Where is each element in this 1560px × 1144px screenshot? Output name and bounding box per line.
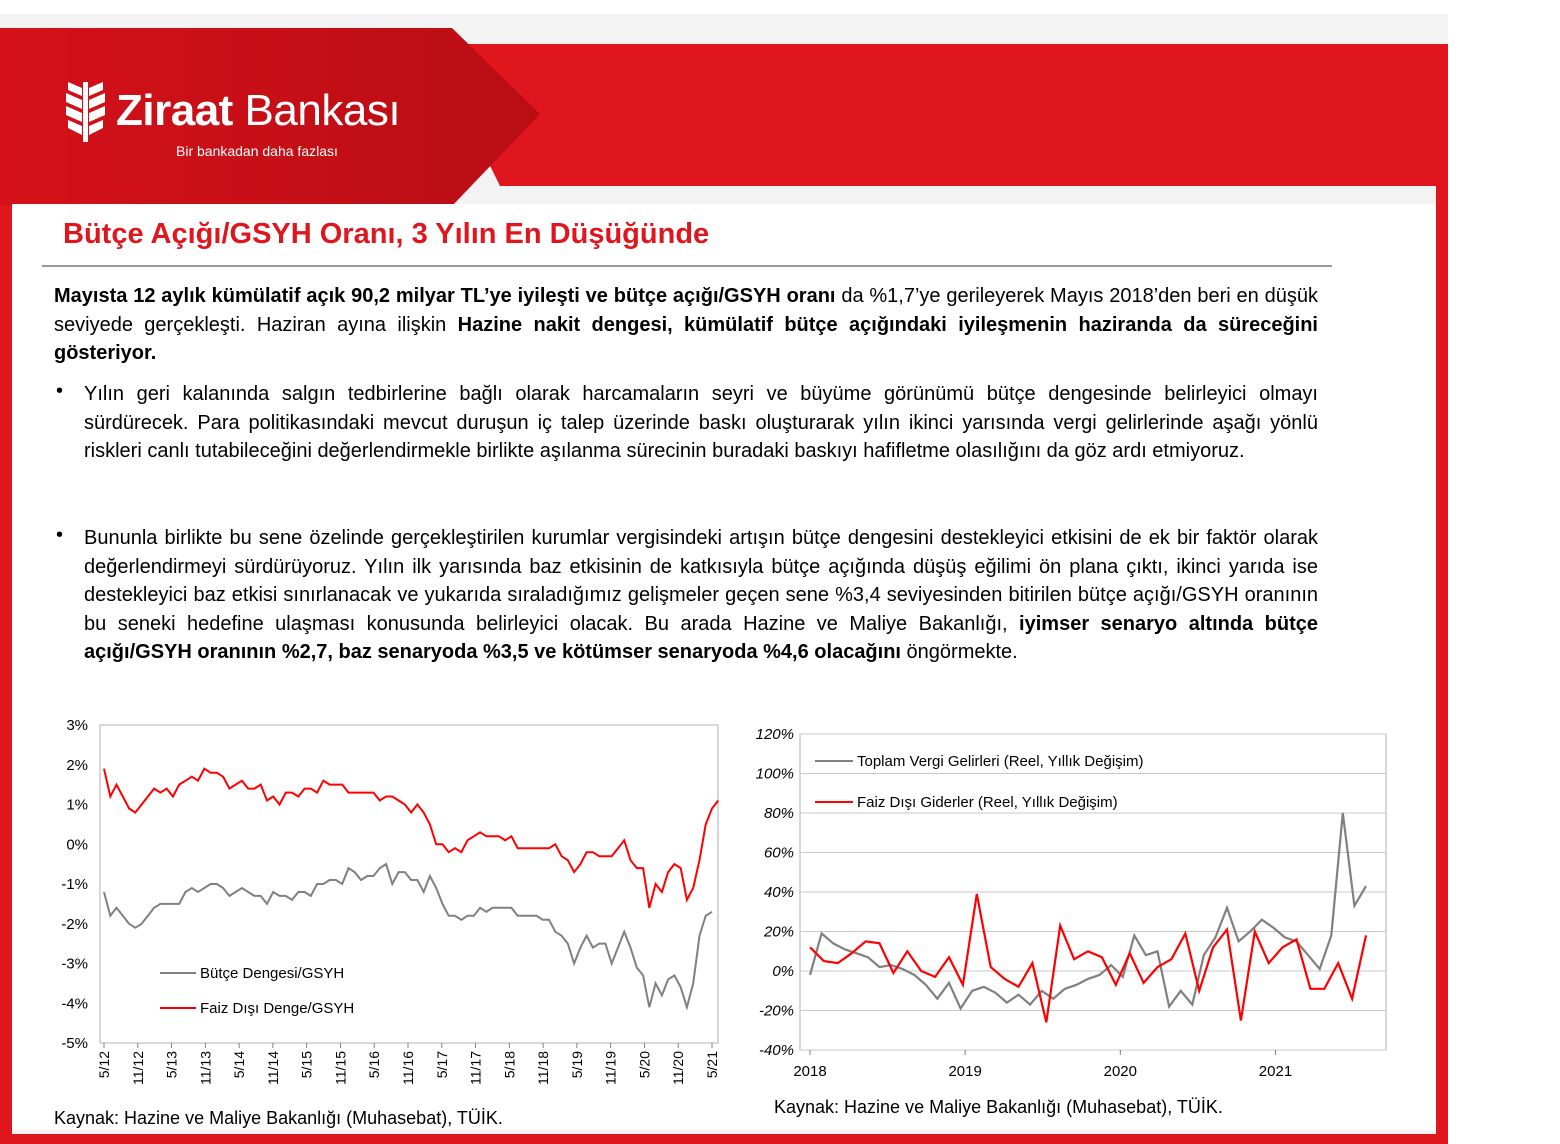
y-tick-label: 80% [763,805,794,822]
x-tick-label: 5/19 [568,1051,585,1079]
red-border-right [1436,186,1448,1144]
y-tick-label: -40% [758,1042,794,1059]
y-tick-label: 0% [66,836,88,854]
legend-label: Toplam Vergi Gelirleri (Reel, Yıllık Değişim) [857,753,1144,770]
y-tick-label: 60% [763,844,794,862]
x-tick-label: 5/12 [96,1051,112,1079]
brand-logo: Ziraat Bankası [116,86,401,135]
y-tick-label: 120% [755,726,794,743]
x-tick-label: 11/17 [467,1051,484,1085]
y-tick-label: 40% [763,884,794,901]
x-tick-label: 11/18 [535,1051,552,1085]
x-tick-label: 5/20 [636,1051,653,1079]
legend-label: Bütçe Dengesi/GSYH [200,965,345,982]
red-border-bottom [0,1134,1448,1144]
bullet-paragraph-1: Yılın geri kalanında salgın tedbirlerine bağlı olarak harcamaların seyri ve büyüme görünümü bütçe dengesinde belirleyici olmayı sürdürecek. Para politikasındaki mevcut duruşun iç talep üzerinde baskı oluşturarak yılın ikinci yarısında vergi gelirlerinde aşağı yönlü riskleri canlı tutabileceğini değerlendirmekle birlikte aşılanma sürecinin buradaki baskıyı hafifletme olasılığını da göz ardı etmiyoruz. [84,383,1318,462]
wheat-logo-icon [62,78,110,144]
x-tick-label: 5/21 [704,1051,720,1079]
x-tick-label: 11/15 [332,1051,349,1085]
x-tick-label: 11/19 [602,1051,619,1085]
y-tick-label: -4% [61,995,88,1013]
x-tick-label: 5/17 [433,1051,450,1079]
x-tick-label: 11/16 [400,1051,416,1085]
x-tick-label: 5/13 [163,1051,180,1079]
x-tick-label: 5/18 [501,1051,518,1079]
x-tick-label: 5/16 [366,1051,383,1079]
y-tick-label: -20% [758,1002,794,1020]
x-tick-label: 2018 [793,1063,827,1080]
y-tick-label: 2% [66,756,88,774]
brand-tagline: Bir bankadan daha fazlası [176,143,338,159]
red-border-left [0,205,12,1144]
x-tick-label: 11/12 [129,1051,146,1085]
plot-area [100,725,718,1043]
x-tick-label: 11/13 [197,1051,214,1085]
tax-revenue-expenditure-chart [735,720,1415,1090]
source-note-left: Kaynak: Hazine ve Maliye Bakanlığı (Muhasebat), TÜİK. [54,1108,503,1128]
y-tick-label: 1% [66,796,88,814]
x-tick-label: 2021 [1258,1063,1293,1080]
y-tick-label: -2% [61,915,88,933]
source-note-right: Kaynak: Hazine ve Maliye Bakanlığı (Muhasebat), TÜİK. [774,1097,1223,1117]
x-tick-label: 5/15 [298,1051,315,1079]
y-tick-label: 0% [772,963,794,980]
y-tick-label: 20% [763,923,794,941]
title-divider [42,265,1332,267]
bullet-paragraph-2: Bununla birlikte bu sene özelinde gerçekleştirilen kurumlar vergisindeki artışın bütçe dengesini destekleyici etkisini de ek bir faktör olarak değerlendirmeyi sürdürüyoruz. Yılın ilk yarısında baz etkisinin de katkısıyla bütçe açığında düşüş eğilimi ön plana çıktı, ikinci yarıda ise destekleyici baz etkisi sınırlanacak ve yukarıda sıraladığımız gelişmeler geçen sene %3,4 seviyesinden bitirilen bütçe açığı/GSYH oranının bu seneki hedefine ulaşması konusunda belirleyici olacak. Bu arada Hazine ve Maliye Bakanlığı, iyimser senaryo altında bütçe açığı/GSYH oranının %2,7, baz senaryoda %3,5 ve kötümser senaryoda %4,6 olacağını öngörmekte. [84,527,1318,663]
page-title: Bütçe Açığı/GSYH Oranı, 3 Yılın En Düşüğünde [63,218,710,250]
y-tick-label: -3% [61,955,88,973]
y-tick-label: -1% [61,876,88,893]
y-tick-label: -5% [61,1035,88,1052]
y-tick-label: 100% [755,765,794,783]
legend-label: Faiz Dışı Denge/GSYH [200,1000,355,1017]
y-tick-label: 3% [66,717,88,734]
budget-balance-chart [40,715,740,1115]
lead-paragraph: Mayısta 12 aylık kümülatif açık 90,2 milyar TL’ye iyileşti ve bütçe açığı/GSYH oranı da %1,7’ye gerileyerek Mayıs 2018’den beri en düşük seviyede gerçekleşti. Haziran ayına ilişkin Hazine nakit dengesi, kümülatif bütçe açığındaki iyileşmenin haziranda da süreceğini gösteriyor. [54,285,1318,364]
x-tick-label: 2019 [948,1063,982,1080]
legend-label: Faiz Dışı Giderler (Reel, Yıllık Değişim) [857,794,1118,811]
x-tick-label: 2020 [1103,1063,1138,1080]
bullet-marker: • [56,380,64,402]
x-tick-label: 11/14 [264,1051,281,1085]
x-tick-label: 5/14 [231,1051,248,1079]
bullet-marker: • [56,524,64,546]
x-tick-label: 11/20 [670,1051,687,1085]
